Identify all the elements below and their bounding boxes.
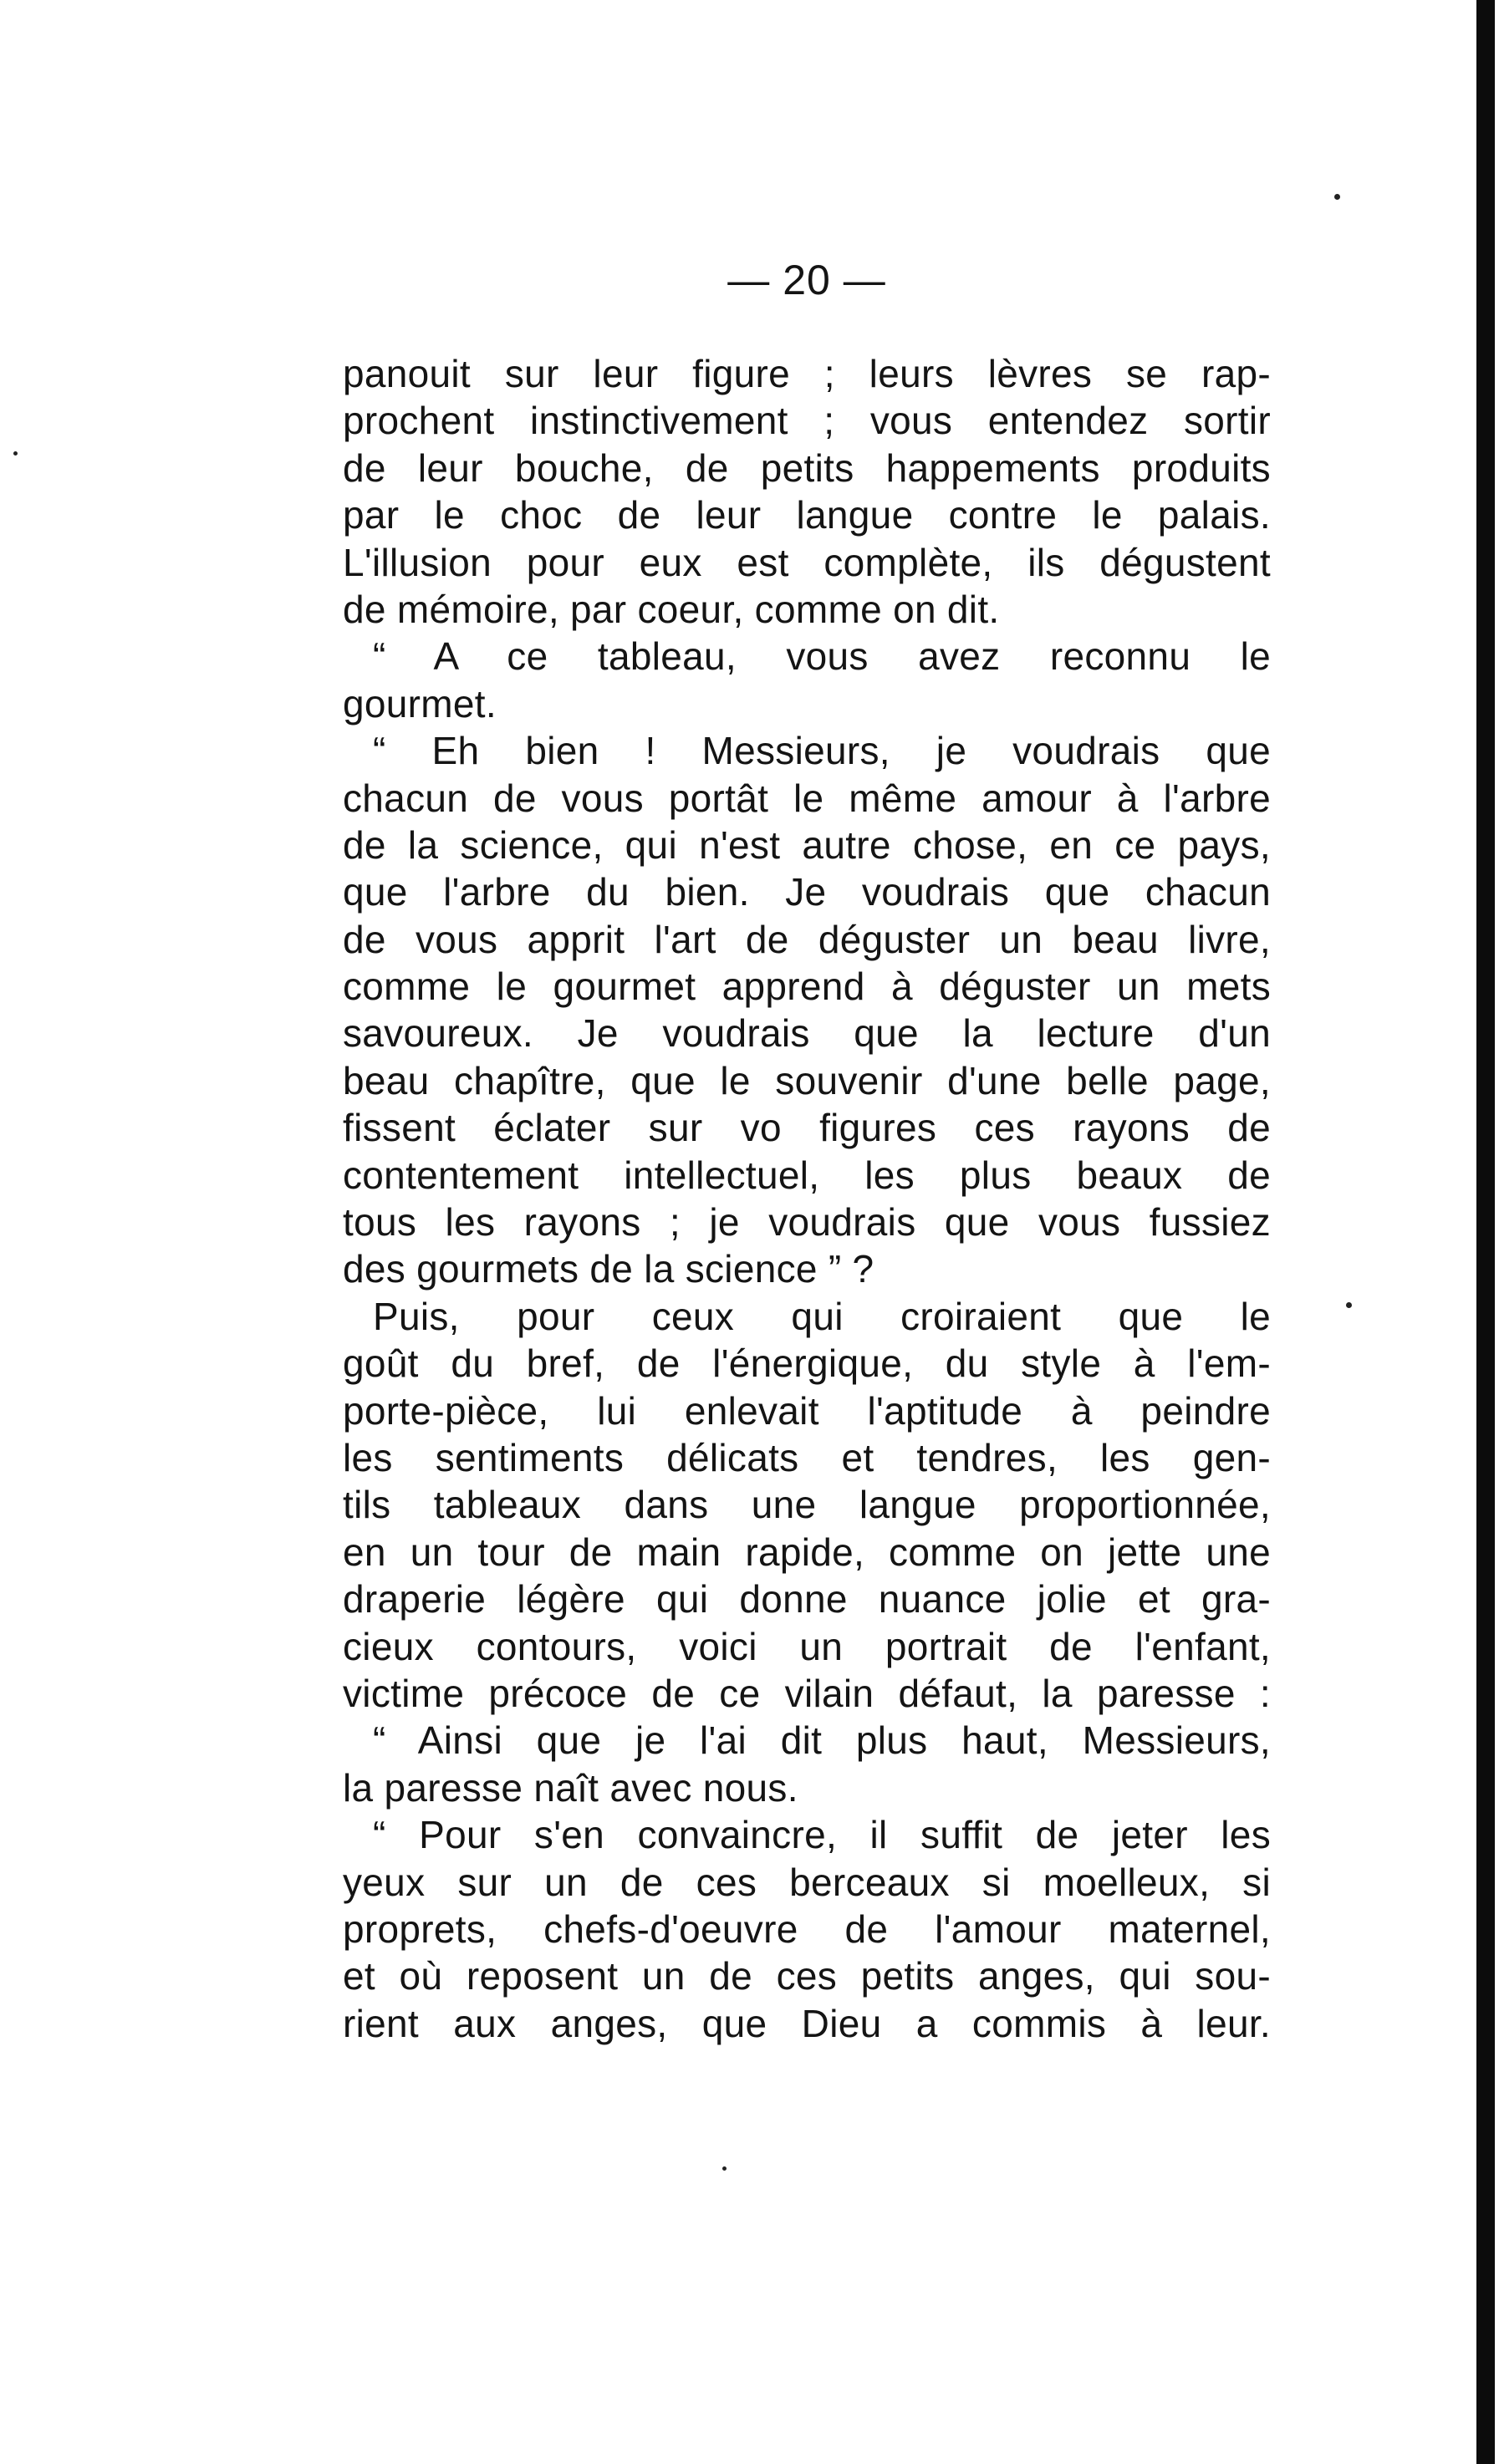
text-line: que l'arbre du bien. Je voudrais que chacun <box>343 870 1271 914</box>
text-line: prochent instinctivement ; vous entendez sortir <box>343 399 1271 443</box>
text-line: yeux sur un de ces berceaux si moelleux, si <box>343 1860 1271 1904</box>
text-line: draperie légère qui donne nuance jolie et gra- <box>343 1577 1271 1621</box>
text-line: savoureux. Je voudrais que la lecture d'un <box>343 1011 1271 1056</box>
text-line: Puis, pour ceux qui croiraient que le <box>373 1294 1271 1338</box>
text-line: et où reposent un de ces petits anges, qui sou- <box>343 1954 1271 1998</box>
body-text <box>343 350 1271 2047</box>
text-line: victime précoce de ce vilain défaut, la paresse : <box>343 1671 1271 1715</box>
ink-speck <box>1334 194 1340 200</box>
text-line: panouit sur leur figure ; leurs lèvres se rap- <box>343 352 1271 395</box>
text-line: chacun de vous portât le même amour à l'arbre <box>343 776 1271 820</box>
text-line: les sentiments délicats et tendres, les gen- <box>343 1435 1271 1479</box>
ink-speck <box>1346 1302 1352 1308</box>
text-line: de vous apprit l'art de déguster un beau livre, <box>343 917 1271 961</box>
text-line: beau chapître, que le souvenir d'une belle page, <box>343 1058 1271 1102</box>
text-line: L'illusion pour eux est complète, ils dégustent <box>343 540 1271 584</box>
scan-edge <box>1476 0 1495 2464</box>
text-line: goût du bref, de l'énergique, du style à l'em- <box>343 1341 1271 1386</box>
text-line: proprets, chefs-d'oeuvre de l'amour maternel, <box>343 1907 1271 1951</box>
text-line: “ Ainsi que je l'ai dit plus haut, Messieurs, <box>373 1718 1271 1763</box>
text-line: cieux contours, voici un portrait de l'enfant, <box>343 1624 1271 1668</box>
text-line: de la science, qui n'est autre chose, en ce pays, <box>343 822 1271 867</box>
text-line: “ Eh bien ! Messieurs, je voudrais que <box>373 729 1271 773</box>
text-line: rient aux anges, que Dieu a commis à leur. <box>343 2001 1271 2045</box>
text-line: “ A ce tableau, vous avez reconnu le <box>373 634 1271 679</box>
ink-speck <box>13 451 18 456</box>
page-number: — 20 — <box>727 257 886 303</box>
text-line: contentement intellectuel, les plus beaux de <box>343 1153 1271 1197</box>
text-line: tous les rayons ; je voudrais que vous fussiez <box>343 1200 1271 1245</box>
text-line: de mémoire, par coeur, comme on dit. <box>343 587 1000 631</box>
text-line: par le choc de leur langue contre le palais. <box>343 493 1271 537</box>
text-line: porte-pièce, lui enlevait l'aptitude à peindre <box>343 1388 1271 1433</box>
text-line: en un tour de main rapide, comme on jette une <box>343 1530 1271 1574</box>
text-line: la paresse naît avec nous. <box>343 1765 798 1810</box>
text-line: des gourmets de la science ” ? <box>343 1247 874 1291</box>
text-line: de leur bouche, de petits happements produits <box>343 445 1271 490</box>
text-line: tils tableaux dans une langue proportionnée, <box>343 1483 1271 1527</box>
text-line: comme le gourmet apprend à déguster un mets <box>343 965 1271 1009</box>
text-line: gourmet. <box>343 681 497 725</box>
text-line: fissent éclater sur vo figures ces rayons de <box>343 1106 1271 1150</box>
ink-speck <box>722 2166 727 2171</box>
text-line: “ Pour s'en convaincre, il suffit de jeter les <box>373 1813 1271 1857</box>
